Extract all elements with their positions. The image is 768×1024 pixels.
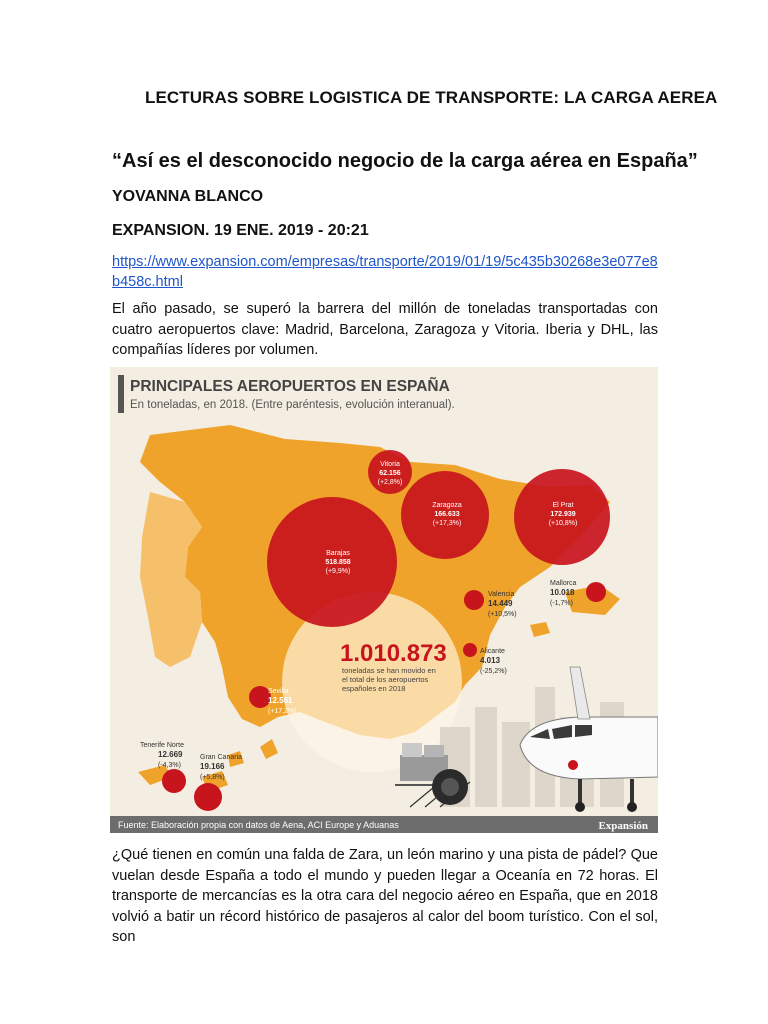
label-sevilla-name: Sevilla [268,688,289,695]
airports-infographic [110,367,658,833]
label-vitoria-change: (+2,8%) [377,479,403,486]
article-link[interactable]: https://www.expansion.com/empresas/transporte/2019/01/19/5c435b30268e3e077e8b458c.html [112,254,658,290]
infographic-title: PRINCIPALES AEROPUERTOS EN ESPAÑA [130,378,450,395]
label-valencia-value: 14.449 [488,599,513,608]
bubble-mallorca [586,582,606,602]
bubble-tenerife [162,769,186,793]
label-barajas-value: 518.858 [325,559,351,566]
ibiza-shape [530,622,550,637]
bubble-grancanaria [194,783,222,811]
total-caption-line-1: toneladas se han movido en [342,666,436,675]
label-alicante-value: 4.013 [480,656,501,665]
total-caption-line-3: españoles en 2018 [342,684,406,693]
label-alicante-change: (-25,2%) [480,668,507,675]
label-elprat-change: (+10,8%) [548,520,578,527]
label-mallorca-value: 10.018 [550,588,575,597]
label-vitoria-name: Vitoria [380,461,400,468]
label-elprat-value: 172.939 [550,511,576,518]
label-vitoria-value: 62.156 [379,470,401,477]
paragraph-intro: El año pasado, se superó la barrera del millón de toneladas transportadas con cuatro aeropuertos clave: Madrid, Barcelona, Zaragoza y Vitoria. Iberia y DHL, las compañías líderes por volumen. [112,301,658,358]
label-sevilla-value: 12.561 [268,696,293,705]
label-grancanaria-name: Gran Canaria [200,754,243,761]
label-alicante-name: Alicante [480,648,505,655]
label-mallorca-change: (-1,7%) [550,600,573,607]
label-mallorca-name: Mallorca [550,580,577,587]
article-title: “Así es el desconocido negocio de la carga aérea en España” [112,150,698,172]
infographic-graphic [110,367,658,833]
label-tenerife-value: 12.669 [158,750,183,759]
label-zaragoza-value: 166.633 [434,511,460,518]
expansion-logo: Expansión [598,820,648,832]
total-tonnage-value: 1.010.873 [340,640,447,667]
label-barajas-name: Barajas [326,550,350,557]
document-heading: LECTURAS SOBRE LOGISTICA DE TRANSPORTE: LA CARGA AEREA [145,88,718,107]
label-zaragoza-change: (+17,3%) [432,520,462,527]
label-sevilla-change: (+17,2%) [268,708,297,715]
label-tenerife-name: Tenerife Norte [140,742,184,749]
article-author: YOVANNA BLANCO [112,188,264,205]
label-valencia-change: (+10,5%) [488,611,517,618]
bubble-alicante [463,643,477,657]
title-accent [118,375,124,413]
label-tenerife-change: (-4,3%) [158,762,181,769]
infographic-subtitle: En toneladas, en 2018. (Entre paréntesis, evolución interanual). [130,399,455,411]
paragraph-body: ¿Qué tienen en común una falda de Zara, un león marino y una pista de pádel? Que vuelan desde España a todo el mundo y pueden llegar a Oceanía en 72 horas. El transporte de mercancías es la otra cara del negocio aéreo en España, que en 2018 volvió a batir un récord histórico de pasajeros al calor del boom turístico. Con el sol, son [112,847,658,945]
total-caption-line-2: el total de los aeropuertos [342,675,429,684]
label-barajas-change: (+9,9%) [325,568,351,575]
label-zaragoza-name: Zaragoza [432,502,462,509]
label-grancanaria-value: 19.166 [200,762,225,771]
bubble-valencia [464,590,484,610]
article-source-date: EXPANSION. 19 ENE. 2019 - 20:21 [112,222,369,239]
footer-source: Fuente: Elaboración propia con datos de Aena, ACI Europe y Aduanas [118,820,399,830]
label-valencia-name: Valencia [488,591,515,598]
label-elprat-name: El Prat [552,502,574,509]
label-grancanaria-change: (+5,8%) [200,774,225,781]
